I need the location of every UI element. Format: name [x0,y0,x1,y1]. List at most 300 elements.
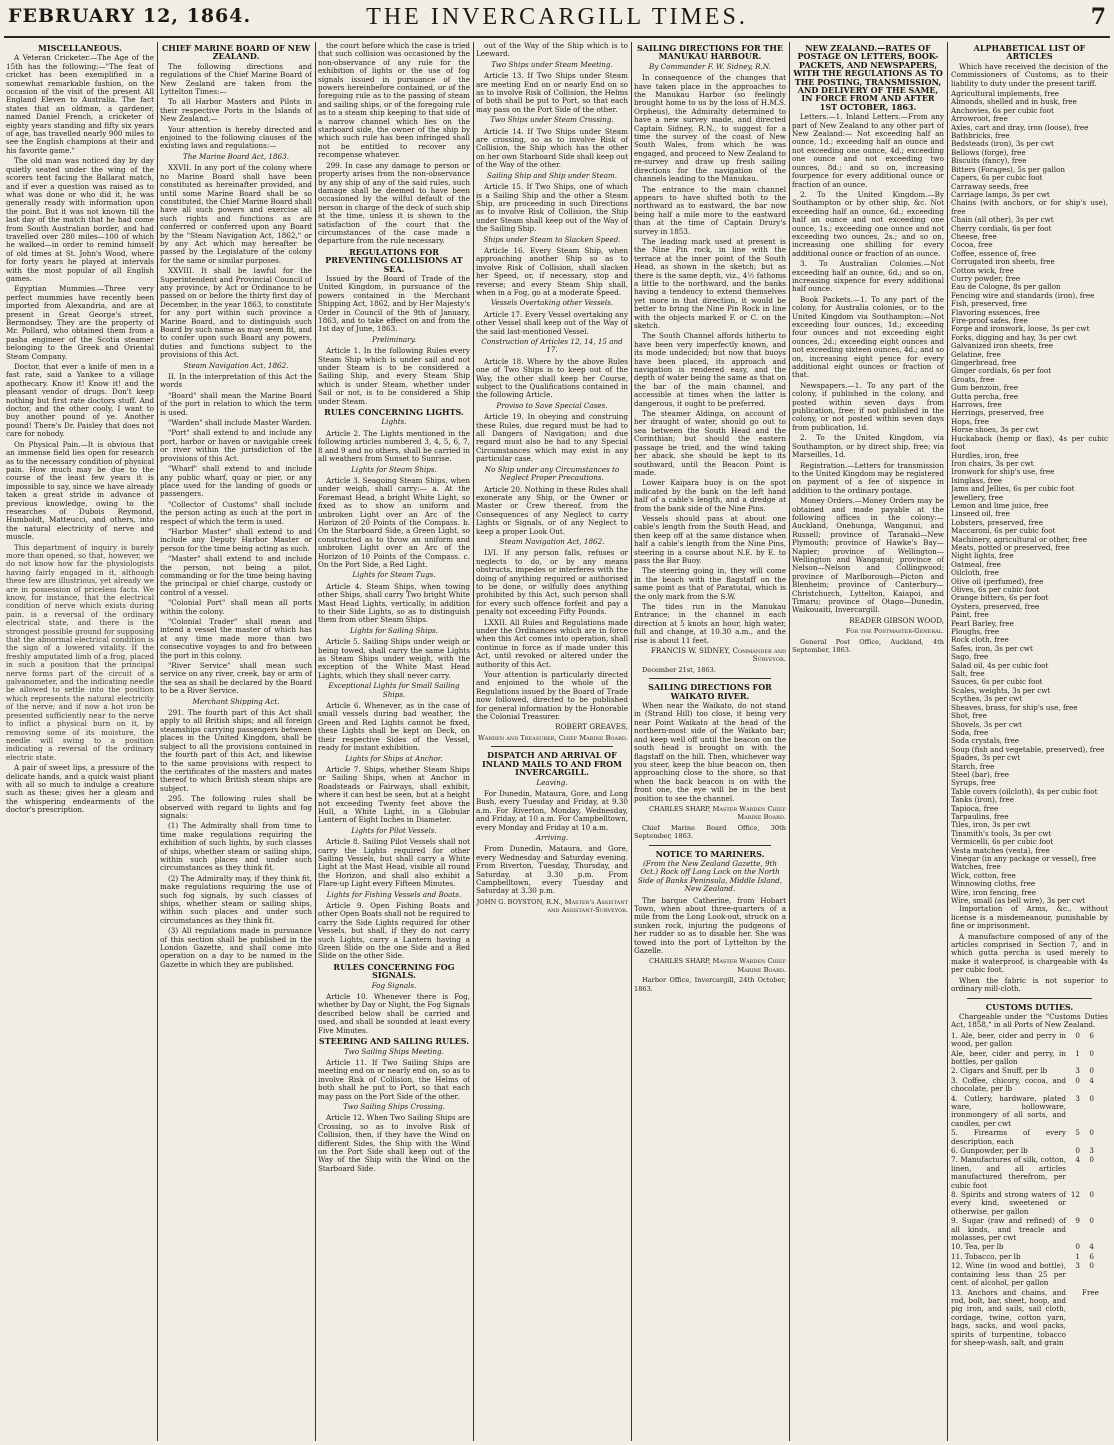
duty-shillings: 1 [1075,1048,1080,1058]
article-paragraph: Article 5. Sailing Ships under weigh or being towed, shall carry the same Lights as Steam Ships under weigh, with the exception of the White Mast Head Lights, which they shall never carry. [318,637,470,680]
subheading: Lights for Sailing Ships. [350,625,438,635]
definition: "Master" shall extend to and include the person, not being a pilot, commanding or for the time being having the principal or chief charge, custody or control of a vessel. [160,554,312,597]
section-heading: SAILING DIRECTIONS FOR WAIKATO RIVER. [648,682,772,701]
article-list-item: Ploughs, free [951,627,1000,637]
subheading: (From the New Zealand Gazette, 9th Oct.) Rock off Long Lock on the North Side of Banks Peninsula, Middle Island, New Zealand. [637,858,783,894]
article-list-item: Olives, 6s per cubic foot [951,585,1040,594]
article-paragraph: LVI. If any person falls, refuses or neglects to do, or by any means obstructs, impedes or interferes with the doing of anything required or authorised to be done, or wilfully does anything prohibited by this Act, such person shall for every such offence forfeit and pay a penalty not exceeding Fifty Pounds. [476,548,628,617]
article-list-item: Gingerbread, free [951,358,1017,368]
article-list-item: Salad oil, 4s per cubic foot [951,660,1049,670]
footnote: When the fabric is not superior to ordinary mill-cloth. [951,975,1108,994]
duty-pence: 4 [1089,1075,1094,1085]
duty-shillings: 1 [1075,1251,1080,1261]
article-list-item: Night lights, free [951,551,1014,561]
article-paragraph: Article 7. Ships, whether Steam Ships or Sailing Ships, when at Anchor in Roadsteads or Fairways, shall exhibit, where it can best be seen, but at a height not exceeding Twenty feet above the Hull, a White Light, in a Globular Lantern of Eight Inches in Diameter. [318,764,470,825]
article-list-item: Bedsteads (iron), 3s per cwt [951,139,1054,149]
article-list-item: Shovels, 3s per cwt [951,719,1022,729]
article-list-item: Ironwork for ship's use, free [951,467,1055,477]
article-list-item: Watches, free [951,862,1001,872]
footnote: Importation of Arms, &c., without license is a misdemeanour, punishable by fine or imprisonment. [951,904,1108,931]
duty-item: 1. Ale, beer, cider and perry in wood, per gallon [951,1030,1066,1049]
duty-row [951,1067,1108,1075]
article-list-item: Curry powder, free [951,273,1021,283]
duty-item: Ale, beer, cider and perry, in bottles, per gallon [951,1048,1066,1066]
article-list-item: Hurdles, iron, free [951,450,1019,460]
duties-list [951,1032,1108,1348]
article-paragraph: The entrance to the main channel appears to have shifted both to the northward as to eastward, the bar now being half a mile more to the eastward than at the time of Captain Drury's survey in 1853. [634,184,786,236]
duty-item: 9. Sugar (raw and refined) of all kinds, and treacle and molasses, per cwt [951,1216,1066,1243]
masthead [4,2,1110,38]
article-paragraph: Your attention is hereby directed and enjoined to the following clauses of the existing laws and regulations:— [160,124,312,151]
signature: CHARLES SHARP, Master Warden Chief Marine Board. [648,804,786,822]
subheading: Lights for Steam Tugs. [352,570,436,580]
article-list-item: Jams and Jellies, 6s per cubic foot [951,484,1075,494]
article-list-item: Anchovies, 6s per cubic foot [951,105,1054,115]
subheading: Two Ships under Steam Meeting. [491,59,613,69]
signature-name: ROBERT GREAVES, [555,722,628,732]
duty-item: 13. Anchors and chains, and rod, bolt, bar, sheet, hoop, and pig iron, and sails, sail cloth, cordage, twine, cotton yarn, bags, sacks, and wool packs, spirits of turpentine, tobacco for sheep-wash, salt, and grain [951,1287,1066,1347]
article-list-item: Sauces, 6s per cubic foot [951,677,1043,687]
article-paragraph: Article 18. Where by the above Rules one of Two Ships is to keep out of the Way, the other shall keep her Course, subject to the Qualifications contained in the following Article. [476,356,628,400]
duty-row [951,1243,1108,1251]
duty-pence: 0 [1089,1155,1094,1165]
subheading: Ships under Steam to Slacken Speed. [483,234,621,244]
article-list-item: Scythes, 3s per cwt [951,694,1023,704]
definition: "Wharf" shall extend to and include any public wharf, quay or pier, or any place used for the landing of goods or passengers. [160,464,312,499]
article-paragraph: Article 14. If Two Ships under Steam are crossing, so as to involve Risk of Collision, the Ship which has the other on her own Starboard Side shall keep out of the Way of the other. [476,126,628,170]
article-list-item: Sheaves, brass, for ship's use, free [951,702,1078,712]
article-list-item: Wick, cotton, free [951,870,1016,880]
column-rule [789,42,790,1441]
article-list-item: Fire-proof safes, free [951,316,1028,325]
article-list-item: Galvanized iron sheets, free [951,341,1054,351]
duty-shillings: 3 [1075,1261,1080,1271]
article-paragraph: Article 9. Open Fishing Boats and other Open Boats shall not be required to carry the Side Lights required for other Vessels, but shall, if they do not carry such Lights, carry a Lantern having a Green Slide on the one Side and a Red Slide on the other Side. [318,901,470,961]
article-list-item: Bathbricks, free [951,131,1010,141]
article-paragraph: Article 4. Steam Ships, when towing other Ships, shall carry Two bright White Mast Head Lights, vertically, in addition to their Side Lights, so as to distinguish them from other Steam Ships. [318,581,470,625]
duty-row [951,1032,1108,1049]
column-sailing-directions [634,42,786,1441]
article-list-item: Vermicelli, 6s per cubic foot [951,837,1054,847]
newspaper-title: THE INVERCARGILL TIMES. [366,4,748,30]
article-list-item: Cocoa, free [951,240,993,250]
duty-row [951,1156,1108,1190]
article-paragraph: On Physical Pain.—It is obvious that an immense field lies open for research as to the necessary condition of physical pain. How much may be due to the course of the least few years it is impossible to say, since we have already taken a great stride in advance of previous knowledge, owing to the researches of Dubois Reymond, Humboldt, Matteucci, and others, into the natural electricity of nerve and muscle. [6,439,154,542]
article-paragraph: Egyptian Mummies.—Three very perfect mummies have recently been imported from Alexandria, and are at present in Great George's street, Bermondsey. They are the property of Mr. Pollard, who obtained them from a pasha engineer of the Scotia steamer belonging to the Greek and Oriental Steam Company. [6,284,154,361]
article-list-item: Syrups, free [951,778,996,788]
duty-shillings: 0 [1075,1146,1080,1155]
article-paragraph: the court before which the case is tried that such collision was occasioned by the non-observance of any rule for the exhibition of lights or the use of fog signals issued in pursuance of the powers hereinbefore contained, or of the foregoing rule as to the passing of steam and sailing ships, or of the foregoing rule as to a steam ship keeping to that side of a narrow channel which lies on the starboard side, the owner of the ship by which such rule has been infringed shall not be entitled to recover any recompense whatever. [318,42,470,160]
article-paragraph: The steering going in, they will come in the beach with the flagstaff on the same point as that of Paratutai, which is the only mark from the S.W. [634,566,786,601]
date-line: December 21st, 1863. [642,665,716,674]
duty-spacer [1096,1191,1108,1216]
date-line: Harbor Office, Invercargill, 24th October, 1863. [634,976,786,993]
duty-row [951,1095,1108,1129]
subheading: Vessels Overtaking other Vessels. [490,298,614,308]
section-heading: RULES CONCERNING LIGHTS. [324,407,464,418]
article-list-item: Maccaroni, 6s per cubic foot [951,526,1056,536]
article-list-item: Forks, digging and hay, 3s per cwt [951,332,1077,342]
duty-row [951,1217,1108,1242]
section-heading: CHIEF MARINE BOARD OF NEW ZEALAND. [161,43,311,62]
subheading: Exceptional Lights for Small Sailing Ships. [328,681,460,699]
section-heading: NEW ZEALAND.—RATES OF POSTAGE ON LETTERS, BOOK-PACKETS, AND NEWSPAPERS, WITH THE REGULATIONS AS TO THE POSTING, TRANSMISSION, AND DELIVERY OF THE SAME, IN FORCE FROM AND AFTER 1ST OCTOBER, 1863. [793,43,943,112]
article-paragraph: The old man was noticed day by day quietly seated under the wing of the scorers tent facing the Ballarat match, and if ever a question was raised as to what was done or who did it, he was generally ready with information upon the point. But it was not known till the last day of the match that he had come from South Australian border, and had travelled over 280 miles—100 of which he walked—in order to remind himself of old times at St. John's Wood, where for forty years he played at intervals with the most popular of all English games. [6,156,154,283]
duty-row [951,1262,1108,1287]
column-miscellaneous [6,42,154,1441]
signature-title: For the Postmaster-General. [845,627,944,636]
section-heading: MISCELLANEOUS. [38,43,122,53]
article-list-item: Tinsmith's tools, 3s per cwt [951,828,1052,838]
article-list-item: Wire, small (as bell wire), 3s per cwt [951,896,1085,906]
duty-pence: 3 [1089,1146,1094,1155]
rule-item: (1) The Admiralty shall from time to time make regulations requiring the exhibition of such lights, by such classes of ships, whether steam or sailing ships, within such places and under such circumstances as they think fit. [160,821,312,873]
article-paragraph: 2. To the United Kingdom.—By Southampton or by other ship, &c. Not exceeding half an ounce, 6d.; exceeding half an ounce and not exceeding one ounce, 1s.; exceeding one ounce and not exceeding two ounces, 2s.; and so on, increasing one shilling for every additional ounce or fraction of an ounce. [792,189,944,258]
signature: JOHN G. BOYSTON, R.N., Master's Assistant and Assistant-Surveyor. [476,897,628,915]
article-list-item: Horse shoes, 3s per cwt [951,425,1039,435]
article-list-item: Orange bitters, 6s per foot [951,593,1049,603]
article-list-item: Lobsters, preserved, free [951,517,1043,527]
articles-list [951,90,1108,905]
duty-shillings [1068,1289,1080,1348]
article-list-item: Axles, cart and dray, iron (loose), free [951,122,1089,132]
duty-shillings: 4 [1075,1155,1080,1165]
duty-item: 6. Gunpowder, per lb [951,1146,1028,1155]
article-paragraph: For Dunedin, Mataura, Gore, and Long Bush, every Tuesday and Friday, at 9.30 a.m. For Riverton, Monday, Wednesday, and Friday, at 10 a.m. For Campbelltown, every Monday and Friday at 10 a.m. [476,788,628,832]
article-list-item: Groats, free [951,374,995,384]
duty-shillings: 0 [1075,1030,1080,1040]
subheading: The Marine Board Act, 1863. [183,151,289,161]
article-list-item: Starch, free [951,761,995,771]
subheading: Leaving. [536,777,568,787]
duty-item: 8. Spirits and strong waters of every kind, sweetened or otherwise, per gallon [951,1190,1066,1216]
definition: "Colonial Trader" shall mean and intend a vessel the master of which has at any time made more than two consecutive voyages to and fro between the port in this colony. [160,617,312,660]
subheading: By Commander F. W. Sidney, R.N. [649,61,771,71]
article-paragraph: II. In the interpretation of this Act the words [160,372,312,390]
column-sailing-rules [476,42,628,1441]
article-paragraph: Money Orders.—Money Orders may be obtained and made payable at the following offices in the colony:—Auckland, Onehunga, Wanganui, and Russell; province of Taranaki—New Plymouth; province of Hawke's Bay—Napier; province of Wellington—Wellington and Wanganui; province of Nelson—Nelson and Collingwood; province of Marlborough—Picton and Blenheim; province of Canterbury—Christchurch, Lyttelton, Kaiapoi, and Timaru; province of Otago—Dunedin, Waikouaiti, Invercargill. [792,496,944,615]
article-paragraph: LXXII. All Rules and Regulations made under the Ordinances which are in force when this Act comes into operation, shall continue in force as if made under this Act, until revoked or altered under the authority of this Act. [476,617,628,669]
column-rule [473,42,474,1441]
duty-shillings: 0 [1075,1075,1080,1085]
column-rule [631,42,632,1441]
duty-pence: 0 [1089,1093,1094,1103]
article-list-item: Tiles, iron, 3s per cwt [951,820,1031,830]
subheading: Preliminary. [372,334,416,344]
article-list-item: Gum benzoin, free [951,383,1019,393]
article-list-item: Tarpaulins, free [951,811,1009,821]
article-paragraph: 3. To Australian Colonies.—Not exceeding half an ounce, 6d.; and so on, increasing sixpence for every additional half ounce. [792,259,944,294]
subheading: No Ship under any Circumstances to Neglect Proper Precautions. [484,464,620,483]
issue-date: FEBRUARY 12, 1864. [8,5,252,27]
article-paragraph: To all Harbor Masters and Pilots in their respective Ports in the Islands of New Zealand,— [160,97,312,124]
duty-pence: 4 [1089,1242,1094,1252]
article-list-item: Gutta percha, free [951,391,1019,401]
duty-spacer [1096,1067,1108,1075]
subheading: Lights for Fishing Vessels and Boats. [326,889,462,899]
duty-item: 11. Tobacco, per lb [951,1251,1021,1261]
article-list-item: Eau de Cologne, 8s per gallon [951,282,1061,292]
article-list-item: Hops, free [951,416,990,426]
definition: "Port" shall extend to and include any port, harbor or haven or navigable creek or river within the jurisdiction of the provisions of this Act. [160,428,312,463]
duty-item: 5. Firearms of every description, each [951,1128,1066,1146]
definition: "Warden" shall include Master Warden. [168,418,312,428]
duty-pence: 0 [1089,1066,1094,1076]
article-paragraph: Chargeable under the "Customs Duties Act, 1858," in all Ports of New Zealand. [951,1011,1108,1030]
duty-item: 7. Manufactures of silk, cotton, linen, and all articles manufactured therefrom, per cubic foot [951,1155,1066,1190]
divider [491,746,613,747]
article-paragraph: Book Packets.—1. To any part of the colony, for Australia colonies, or to the United Kingdom via Southampton:—Not exceeding four ounces, 1d.; exceeding four ounces and not exceeding eight ounces, 2d.; exceeding eight ounces and not exceeding sixteen ounces, 4d.; and so on, increasing eight pence for every additional eight ounces or fraction of that. [792,294,944,380]
duty-pence: 0 [1089,1216,1094,1226]
article-list-item: Corrugated iron sheets, free [951,257,1055,267]
article-paragraph: Article 2. The Lights mentioned in the following articles numbered 3, 4, 5, 6, 7, 8 and 9 and no others, shall be carried in all weathers from Sunset to Sunrise. [318,428,470,464]
article-list-item: Cotton wick, free [951,265,1014,275]
article-paragraph: The leading mark used at present is the Nine Pin rock, in line with the terrace at the inner point of the South Head, as shown in the sketch; but as there is the same depth, viz., 4½ fathoms a little to the northward, and the banks having a tendency to extend themselves yet more in that direction, it would be better to bring the Nine Pin Rock in line with the objects marked F. or C. on the sketch. [634,236,786,330]
subheading: Two Ships under Steam Crossing. [490,115,614,125]
duty-spacer [1096,1032,1108,1049]
article-list-item: Soda, free [951,727,989,737]
duty-spacer [1096,1217,1108,1242]
signature: CHARLES SHARP, Master Warden Chief Marine Board. [648,957,786,974]
article-list-item: Spades, 3s per cwt [951,753,1021,763]
article-paragraph: Article 6. Whenever, as in the case of small vessels during bad weather, the Green and Red Lights cannot be fixed, these Lights shall be kept on Deck, on their respective Sides of the Vessel, ready for instant exhibition. [318,701,470,753]
article-list-item: Fencing wire and standards (iron), free [951,290,1095,300]
subheading: Arriving. [535,832,569,842]
article-paragraph: Article 15. If Two Ships, one of which is a Sailing Ship and the other a Steam Ship, are proceeding in such Directions as to involve Risk of Collision, the Ship under Steam shall keep out of the Way of the Sailing Ship. [476,182,628,234]
subheading: Two Sailing Ships Crossing. [343,1101,445,1111]
article-list-item: Rock cloth, free [951,635,1009,645]
article-list-item: Tapioca, free [951,803,999,813]
definition: "Colonial Port" shall mean all ports within the colony. [160,598,312,616]
article-paragraph: 2. To the United Kingdom, via Southampton, or by direct ship, free; via Marseilles, 1d. [792,433,944,460]
article-paragraph: The tides run in the Manukau Entrance; in the channel in each direction at 5 knots an hour, high water, full and change, at 10.30 a.m., and the rise is about 11 feet. [634,602,786,645]
duty-spacer [1096,1262,1108,1287]
article-list-item: Carriage lamps, 3s per cwt [951,189,1050,199]
duty-shillings: 9 [1075,1216,1080,1226]
article-paragraph: Vessels should pass at about one cable's length from the South Head, and then keep off at the same distance when half a cable's length from the Nine Pins, steering in a course about N.E. by E. to pass the Bar Buoy. [634,513,786,565]
duty-pence: 0 [1089,1261,1094,1271]
article-paragraph: Article 17. Every Vessel overtaking any other Vessel shall keep out of the Way of the said last-mentioned Vessel. [476,309,628,336]
duty-spacer [1096,1147,1108,1155]
article-list-item: Arrowroot, free [951,114,1008,124]
article-paragraph: Registration.—Letters for transmission to the United Kingdom may be registered on payment of a fee of sixpence in addition to the ordinary postage. [792,460,944,495]
article-paragraph: out of the Way of the Ship which is to Leeward. [476,42,628,59]
duty-row [951,1191,1108,1216]
article-paragraph: Article 1. In the following Rules every Steam Ship which is under sail and not under Steam is to be considered a Sailing Ship, and every Steam Ship which is under Steam, whether under Sail or not, is to be considered a Ship under Steam. [318,346,470,406]
definition: "Collector of Customs" shall include the person acting as such at the port in respect of which the term is used. [160,499,312,526]
article-paragraph: Newspapers.—1. To any part of the colony, if published in the colony, and posted within seven days from publication, free; if not published in the colony, or not posted within seven days from publication, 1d. [792,380,944,432]
article-list-item: Harrows, free [951,400,1002,410]
article-list-item: Flavoring essences, free [951,307,1040,317]
duty-row [951,1147,1108,1155]
article-paragraph: This department of inquiry is barely more than opened, so that, however, we do not know how far the physiologists having fairly engaged in it, although these few are illustrious, yet already we are in possession of priceless facts. We know, for instance, that the electrical condition of nerve which exists during pain, is a reversal of the ordinary electrical state, and there is the strongest possible ground for supposing that the abnormal electrical condition is the sign of a lowered vitality. If the freshly amputated limb of a frog, placed in such a position that the principal nerve forms part of the circuit of a galvanometer, and the indicating needle be allowed to settle into the position which represents the natural electricity of the nerve; and if now a hot iron be presented sufficiently near to the nerve to inflict a physical burn on it, by removing some of its moisture, the needle will swing to a position indicating a reversal of the ordinary electric state. [6,542,154,762]
duty-spacer [1096,1289,1108,1348]
duty-pence: 0 [1089,1128,1094,1138]
subheading: Lights. [381,417,407,427]
duty-shillings: 3 [1075,1066,1080,1076]
signature-title: Warden and Treasurer, Chief Marine Board. [477,733,628,742]
duty-item: 4. Cutlery, hardware, plated ware, hollowware, ironmongery of all sorts, and candles, per cwt [951,1093,1066,1128]
article-list-item: Vesta matches (vesta), free [951,845,1050,855]
article-paragraph: Article 20. Nothing in these Rules shall exonerate any Ship, or the Owner or Master or Crew thereof, from the Consequences of any Neglect to carry Lights or Signals, or of any Neglect to keep a proper Look Out. [476,484,628,536]
column-collision-regulations [318,42,470,1441]
article-paragraph: XXVII. In any port of the colony where no Marine Board shall have been constituted as hereinafter provided, and until some Marine Board shall be so constituted, the Chief Marine Board shall have all such powers and exercise all such rights and functions as are conferred or conferred upon any Board by the "Steam Navigation Act, 1862," or by any Act which may hereafter be passed by the Legislature of the colony for the same or similar purposes. [160,163,312,265]
article-list-item: Sago, free [951,652,989,662]
article-paragraph: Article 16. Every Steam Ship, when approaching another Ship so as to involve Risk of Collision, shall slacken her Speed, or, if necessary, stop and reverse; and every Steam Ship shall, when in a Fog, go at a moderate Speed. [476,245,628,297]
column-rule [315,42,316,1441]
article-list-item: Shot, free [951,711,987,721]
section-heading: SAILING DIRECTIONS FOR THE MANUKAU HARBOUR. [636,43,784,62]
duty-spacer [1096,1077,1108,1094]
article-list-item: Paint, free [951,610,989,620]
article-list-item: Chain (all other), 3s per cwt [951,215,1054,225]
definition: "Harbor Master" shall extend to and include any Deputy Harbor Master or person for the time being acting as such. [160,526,312,553]
subheading: Lights for Pilot Vessels. [351,825,437,835]
article-list-item: Wire, iron fencing, free [951,887,1037,897]
subheading: Sailing Ship and Ship under Steam. [486,170,618,180]
duty-item: 10. Tea, per lb [951,1242,1004,1252]
definition: "Board" shall mean the Marine Board of the port in relation to which the term is used. [160,390,312,417]
duty-pence: 6 [1089,1251,1094,1261]
column-marine-board [160,42,312,1441]
section-heading: NOTICE TO MARINERS. [655,848,765,859]
duty-pence: 6 [1089,1030,1094,1040]
article-list-item: Salt, free [951,669,985,679]
article-list-item: Machinery, agricultural or other, free [951,534,1087,544]
duty-shillings: 12 [1070,1190,1080,1200]
page-number: 7 [1090,4,1106,30]
subheading: Lights for Ships at Anchor. [345,753,443,763]
section-heading: STEERING AND SAILING RULES. [318,1036,470,1047]
duty-row [951,1077,1108,1094]
article-paragraph: Article 3. Seagoing Steam Ships, when under weigh, shall carry:— a. At the Foremast Head, a bright White Light, so fixed as to show an uniform and unbroken Light over an Arc of the Horizon of 20 Points of the Compass. b. On the Starboard Side, a Green Light, so constructed as to throw an uniform and unbroken Light over an Arc of the Horizon of 10 Points of the Compass. c. On the Port Side, a Red Light. [318,475,470,569]
article-paragraph: A pair of sweet lips, a pressure of the delicate hands, and a quick waist pliant with all so much to indulge a creature such as these; gives her a gleam and the whispering endearments of the doctor's prescription. [6,763,154,815]
divider [649,845,771,846]
subheading: Merchant Shipping Act. [192,696,280,706]
article-paragraph: The following directions and regulations of the Chief Marine Board of New Zealand are taken from the Lyttelton Times:— [160,61,312,97]
article-paragraph: Article 11. If Two Sailing Ships are meeting end on or nearly end on, so as to involve Risk of Collision, the Helms of both shall be put to Port, so that each may pass on the Port Side of the other. [318,1057,470,1101]
subheading: Two Sailing Ships Meeting. [344,1046,444,1056]
duty-row [951,1253,1108,1261]
article-list-item: Cheese, free [951,231,997,241]
article-list-item: Bitters (Forages), 5s per gallon [951,164,1065,174]
article-list-item: Capers, 6s per cubic foot [951,173,1043,183]
section-heading: RULES CONCERNING FOG SIGNALS. [333,961,455,981]
article-list-item: Table covers (oilcloth), 4s per cubic foot [951,786,1098,796]
column-rule [947,42,948,1441]
date-line: General Post Office, Auckland, 4th September, 1863. [792,637,944,655]
article-paragraph: Article 10. Whenever there is Fog, whether by Day or Night, the Fog Signals described below shall be carried and used, and shall be sounded at least every Five Minutes. [318,992,470,1035]
article-list-item: Carraway seeds, free [951,181,1029,191]
article-paragraph: Letters.—1. Inland Letters.—From any part of New Zealand to any other part of New Zealand:— Not exceeding half an ounce, 1d.; exceeding half an ounce and not exceeding one ounce, 4d.; exceeding one ounce and not exceeding two ounces, 8d.; and so on, increasing fourpence for every additional ounce or fraction of an ounce. [792,112,944,189]
article-list-item: Iron chairs, 3s per cwt [951,458,1034,468]
duty-spacer [1096,1156,1108,1190]
article-list-item: Vinegar (in any package or vessel), free [951,854,1097,863]
article-list-item: Lemon and lime juice, free [951,500,1049,510]
article-paragraph: 291. The fourth part of this Act shall apply to all British ships; and all foreign steamships carrying passengers between places in the United Kingdom, shall be subject to all the provisions contained in the fourth part of this Act, and likewise to the same provisions with respect to the certificates of the masters and mates thereof to which British steam ships are subject. [160,708,312,793]
signature: FRANCIS W. SIDNEY, Commander and Surveyor. [650,646,786,664]
column-postage-rates [792,42,944,1441]
article-list-item: Biscuits (fancy), free [951,156,1027,166]
section-heading: REGULATIONS FOR PREVENTING COLLISIONS AT SEA. [325,246,463,274]
article-list-item: Gelatine, free [951,349,1001,359]
article-list-item: Steel (bar), free [951,769,1010,779]
article-list-item: Chains (with anchors, or for ship's use), free [951,198,1108,216]
article-list-item: Forge and ironwork, loose, 3s per cwt [951,324,1090,334]
column-rule [157,42,158,1441]
article-list-item: Huckaback (hemp or flax), 4s per cubic foot [951,433,1108,452]
article-paragraph: Which have received the decision of the Commissioners of Customs, as to their liability to duty under the present tariff. [951,61,1108,88]
article-paragraph: Doctor, that ever a knife of men in a fast rate, said a Yankee to a village apothecary. Know it! Know it! and the pleasant vendor of drugs. Don't keep nothing but first rate doctors stuff. And doctor, and the other cooly, I want to buy another pound of ye. Another pound! There's Dr. Paisley that does not care for nobody. [6,362,154,439]
article-list-item: Isinglass, free [951,475,1003,485]
duty-item: 2. Cigars and Snuff, per lb [951,1066,1048,1076]
duty-row [951,1289,1108,1348]
article-paragraph: From Dunedin, Mataura, and Gore, every Wednesday and Saturday evening. From Riverton, Tuesday, Thursday, and Saturday, at 3.30 p.m. From Campbelltown, every Tuesday and Saturday at 3.30 p.m. [476,844,628,896]
article-paragraph: In consequence of the changes that have taken place in the approaches to the Manukau Harbor (so feelingly brought home to us by the loss of H.M.S. Orpheus), the Admiralty determined to have a new survey made, and directed Captain Sidney, R.N., to suggest for a time the survey of the coast of New South Wales, from which he was engaged, and proceed to New Zealand to re-survey and draw up fresh sailing directions for the navigation of the channels leading to the Manukau. [634,73,786,184]
duty-spacer [1096,1243,1108,1251]
article-list-item: Safes, iron, 3s per cwt [951,643,1033,653]
article-paragraph: Issued by the Board of Trade of the United Kingdom, in pursuance of the powers contained in the Merchant Shipping Act, 1862, and by Her Majesty's Order in Council of the 9th of January, 1863, and to take effect on and from the 1st day of June, 1863. [318,273,470,334]
article-list-item: Cherry cordials, 6s per foot [951,223,1052,233]
article-list-item: Soup (fish and vegetable, preserved), free [951,744,1105,754]
duty-row [951,1129,1108,1146]
article-list-item: Bellows (forge), free [951,147,1026,157]
subheading: Steam Navigation Act, 1862. [499,536,605,546]
article-list-item: Oysters, preserved, free [951,601,1040,611]
article-list-item: Almonds, shelled and in husk, free [951,97,1077,107]
article-paragraph: XXVIII. It shall be lawful for the Superintendent and Provincial Council of any province, by Act or Ordinance to be passed on or before the thirty first day of December, in the year 1863, to constitute for any port within such province a Marine Board, and to distinguish such Board by such name as may seem fit, and to confer upon such Board any powers, duties and functions subject to the provisions of this Act. [160,266,312,360]
article-paragraph: Article 8. Sailing Pilot Vessels shall not carry the Lights required for other Sailing Vessels, but shall carry a White Light at the Mast Head, visible all round the Horizon, and shall also exhibit a Flare-up Light every Fifteen Minutes. [318,837,470,889]
divider [967,998,1093,999]
rule-item: (2) The Admiralty may, if they think fit, make regulations requiring the use of such fog signals, by such classes of ships, whether steam or sailing ships, within such places and under such circumstances as they think fit. [160,873,312,925]
article-list-item: Agricultural implements, free [951,89,1060,99]
article-list-item: Scales, weights, 3s per cwt [951,685,1051,695]
duty-spacer [1096,1095,1108,1129]
article-list-item: Fish, preserved, free [951,299,1027,309]
article-paragraph: The barque Catherine, from Hobart Town, when about three-quarters of a mile from the Long Look-out, struck on a sunken rock, injuring the pudgeons of her rudder so as to disable her. She was towed into the port of Lyttelton by the Gazelle. [634,895,786,956]
subheading: Construction of Articles 12, 14, 15 and 17. [481,337,623,355]
section-heading: CUSTOMS DUTIES. [985,1001,1074,1012]
duty-spacer [1096,1129,1108,1146]
article-list-item: Oatmeal, free [951,559,1001,569]
section-heading: ALPHABETICAL LIST OF ARTICLES [973,43,1086,62]
subheading: Lights for Steam Ships. [351,464,437,474]
article-paragraph: Your attention is particularly directed and enjoined to the whole of the Regulations issued by the Board of Trade now followed, directed to be published for general information by the Honorable the Colonial Treasurer. [476,670,628,722]
article-paragraph: 299. In case any damage to person or property arises from the non-observance by any ship of any of the said rules, such damage shall be deemed to have been occasioned by the wilful default of the person in charge of the deck of such ship at the time, unless it is shown to the satisfaction of the court that the circumstances of the case made a departure from the rule necessary. [318,160,470,246]
duty-pence: Free [1082,1287,1099,1297]
divider [649,678,771,679]
duty-shillings: 5 [1075,1128,1080,1138]
rule-item: (3) All regulations made in pursuance of this section shall be published in the London Gazette, and shall come into operation on a day to be named in the Gazette in which they are published. [160,926,312,969]
article-paragraph: A Veteran Cricketer.—The Age of the 15th has the following:—"The feat of cricket has been exemplified in a somewhat remarkable fashion, on the occasion of the visit of the present All England Eleven to Australia. The fact states that an oldman, a gardener, named Daniel French, a cricketer of eighty years standing and fifty six years of age, has travelled nearly 900 miles to see the English champions at their and his favorite game." [6,53,154,155]
duty-pence: 0 [1089,1190,1094,1200]
definition: "River Service" shall mean such service on any river, creek, bay or arm of the sea as shall be declared by the Board to be a River Service. [160,661,312,696]
article-paragraph: The steamer Aldinga, on account of her draught of water, should go out to sea between the South Head and the Corinthian; but should the eastern passage be tried, and the wind taking her aback, she should be kept to its southward, until the Beacon Point is made. [634,409,786,477]
article-paragraph: Article 12. When Two Sailing Ships are Crossing, so as to involve Risk of Collision, then, if they have the Wind on different Sides, the Ship with the Wind on the Port Side shall keep out of the Way of the Ship with the Wind on the Starboard Side. [318,1113,470,1173]
duty-spacer [1096,1253,1108,1261]
article-list-item: Oilcloth, free [951,568,999,578]
duty-row [951,1050,1108,1067]
article-list-item: Ginger cordials, 6s per foot [951,366,1052,376]
article-paragraph: The South Channel affords hitherto to have been very imperfectly known, and its mode undecided; but now that buoys have been placed, its approach and navigation is rendered easy, and the depth of water being the same as that on the bar of the main channel, and accessible at times when the latter is dangerous, it ought to be preferred. [634,331,786,408]
section-heading: DISPATCH AND ARRIVAL OF INLAND MAILS TO AND FROM INVERCARGILL. [481,750,622,778]
article-list-item: Meats, potted or preserved, free [951,542,1070,552]
article-list-item: Olive oil (perfumed), free [951,576,1044,586]
duty-item: 12. Wine (in wood and bottle), containing less than 25 per cent. of alcohol, per gallon [951,1261,1066,1288]
article-list-item: Winnowing cloths, free [951,879,1036,889]
article-list-item: Linseed oil, free [951,509,1010,519]
duty-pence: 0 [1089,1048,1094,1058]
